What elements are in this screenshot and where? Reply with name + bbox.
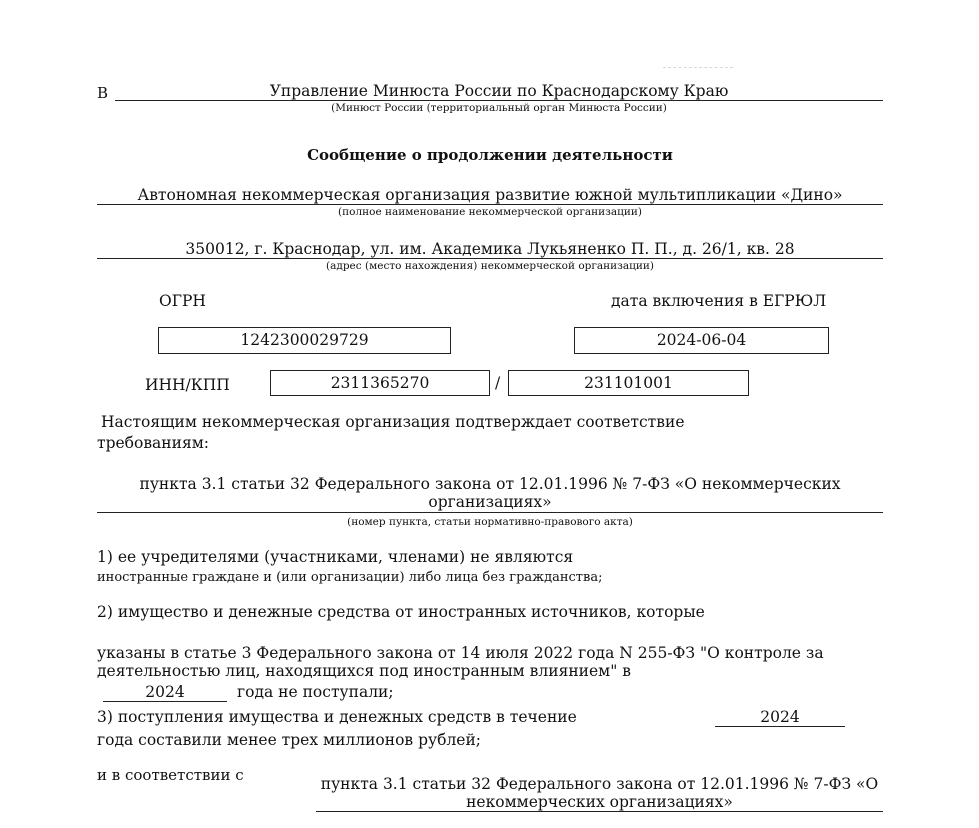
header-prefix: В: [97, 84, 109, 102]
item2-line-1: 2) имущество и денежные средства от иностранных источников, которые: [97, 603, 705, 621]
item2-year-underline: [103, 701, 227, 702]
item1-line-1: 1) ее учредителями (участниками, членами) не являются: [97, 548, 574, 566]
law-reference-line-2: организациях»: [428, 493, 552, 511]
organization-name-caption: (полное наименование некоммерческой организации): [338, 206, 642, 218]
intro-line-2: требованиям:: [97, 434, 210, 452]
faint-mark: [663, 67, 733, 68]
intro-line-1: Настоящим некоммерческая организация подтверждает соответствие: [101, 413, 685, 431]
authority-name: Управление Минюста России по Краснодарскому Краю: [269, 82, 729, 100]
organization-address-caption: (адрес (место нахождения) некоммерческой организации): [326, 260, 654, 272]
inn-kpp-separator: /: [495, 374, 501, 392]
organization-name: Автономная некоммерческая организация развитие южной мультипликации «Дино»: [137, 186, 843, 204]
item3-prefix: 3) поступления имущества и денежных средств в течение: [97, 708, 577, 726]
inn-field[interactable]: 2311365270: [270, 370, 490, 396]
kpp-field[interactable]: 231101001: [508, 370, 749, 396]
egrul-label: дата включения в ЕГРЮЛ: [611, 292, 827, 310]
law-reference-line-1: пункта 3.1 статьи 32 Федерального закона от 12.01.1996 № 7-ФЗ «О некоммерческих: [139, 475, 841, 493]
law-reference-caption: (номер пункта, статьи нормативно-правового акта): [347, 516, 633, 528]
egrul-date-field[interactable]: 2024-06-04: [574, 327, 829, 354]
organization-address-underline: [97, 258, 883, 259]
accordance-label: и в соответствии с: [97, 766, 244, 784]
accordance-line-1: пункта 3.1 статьи 32 Федерального закона от 12.01.1996 № 7-ФЗ «О: [320, 775, 879, 793]
item2-year-field[interactable]: 2024: [145, 683, 185, 701]
ogrn-label: ОГРН: [159, 292, 206, 310]
item3-year-underline: [715, 726, 845, 727]
accordance-line-2: некоммерческих организациях»: [466, 793, 733, 811]
authority-caption: (Минюст России (территориальный орган Минюста России): [331, 102, 667, 114]
organization-address: 350012, г. Краснодар, ул. им. Академика Лукьяненко П. П., д. 26/1, кв. 28: [185, 240, 795, 258]
item2-line-3: деятельностью лиц, находящихся под иностранным влиянием" в: [97, 662, 632, 680]
item2-suffix: года не поступали;: [237, 683, 394, 701]
inn-kpp-label: ИНН/КПП: [145, 376, 230, 394]
item3-line-2: года составили менее трех миллионов рублей;: [97, 731, 482, 749]
item2-line-2: указаны в статье 3 Федерального закона от 14 июля 2022 года N 255-ФЗ "О контроле за: [97, 644, 824, 662]
document-title: Сообщение о продолжении деятельности: [307, 146, 673, 164]
item3-year-field[interactable]: 2024: [760, 708, 800, 726]
ogrn-field[interactable]: 1242300029729: [158, 327, 451, 354]
item1-line-2: иностранные граждане и (или организации) либо лица без гражданства;: [97, 570, 603, 585]
organization-name-underline: [97, 204, 883, 205]
law-reference-underline: [97, 512, 883, 513]
accordance-underline: [316, 811, 883, 812]
authority-underline: [115, 100, 883, 101]
